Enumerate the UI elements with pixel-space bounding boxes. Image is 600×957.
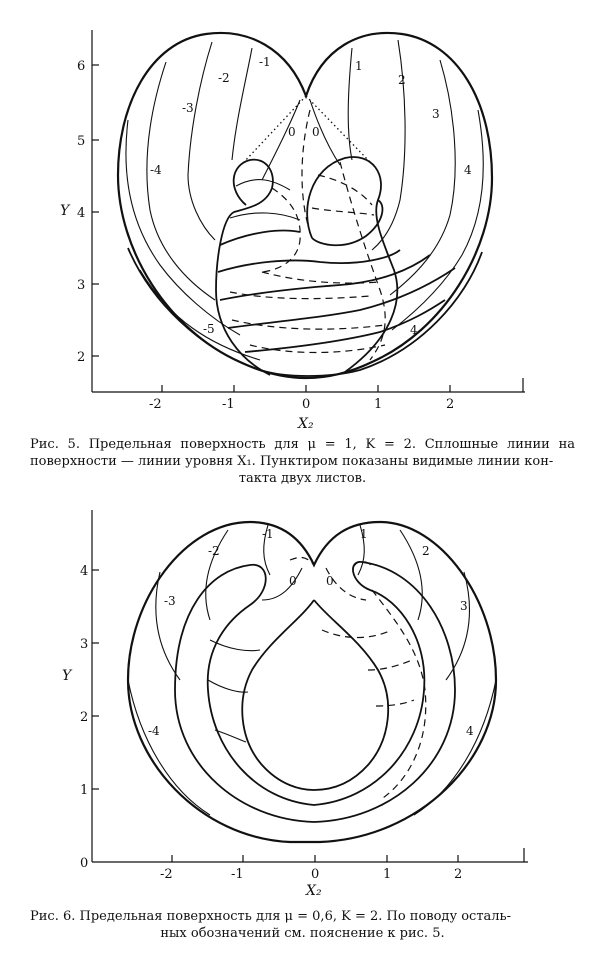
fig5-lower-contact-curve — [128, 248, 482, 376]
fig5-level-band-1 — [220, 231, 300, 245]
fig6-center-drop — [242, 600, 388, 790]
fig6-y-axis-title: Y — [62, 668, 72, 684]
fig6-x-tick-0: 0 — [311, 867, 320, 882]
fig5-caption-line3: такта двух листов. — [238, 471, 367, 486]
fig5-right-lobe — [307, 157, 397, 372]
fig6-label-0-right: 0 — [326, 574, 334, 588]
fig5-left-lobe — [216, 160, 273, 375]
fig6-x-axis-title: X₂ — [306, 883, 322, 899]
fig6-caption-line2: ных обозначений см. пояснение к рис. 5. — [160, 926, 445, 941]
fig6-y-tick-1: 1 — [80, 783, 89, 798]
fig6-dashed-contact-4 — [322, 630, 392, 638]
fig6-label-1: 1 — [360, 527, 368, 541]
fig6-y-tick-4: 4 — [80, 564, 89, 579]
fig6-level-cross-2 — [208, 680, 248, 692]
fig5-label-4b: 4 — [410, 323, 418, 337]
fig6-level-neg4 — [128, 680, 210, 815]
figure-6-caption — [30, 908, 575, 942]
fig6-label-neg3: -3 — [164, 594, 176, 608]
figure-5-caption — [30, 436, 575, 487]
fig6-inner-ring — [175, 565, 424, 805]
fig6-caption-line1: Рис. 6. Предельная поверхность для μ = 0,6, K = 2. По поводу осталь- — [30, 909, 511, 924]
fig5-label-4: 4 — [464, 163, 472, 177]
fig5-dashed-contact-4 — [312, 208, 374, 215]
fig6-label-4: 4 — [466, 724, 474, 738]
fig5-label-0-right: 0 — [312, 125, 320, 139]
fig5-caption-line2: поверхности — линии уровня X₁. Пунктиром показаны видимые линии кон- — [30, 454, 554, 469]
fig5-x-axis-title: X₂ — [298, 416, 314, 432]
fig5-level-neg3 — [147, 62, 215, 300]
fig5-label-3: 3 — [432, 107, 440, 121]
fig6-label-0-left: 0 — [289, 574, 297, 588]
fig6-label-3: 3 — [460, 599, 468, 613]
fig6-level-2 — [400, 530, 422, 620]
figure-5 — [60, 30, 525, 432]
fig6-label-neg2: -2 — [208, 544, 220, 558]
fig5-level-1 — [348, 48, 352, 160]
fig5-x-tick-neg2: -2 — [149, 397, 162, 412]
fig5-level-upper-left — [236, 180, 290, 190]
fig5-level-neg4 — [126, 120, 240, 335]
fig5-level-4 — [392, 110, 483, 330]
fig5-outer-boundary — [118, 33, 492, 378]
fig5-label-2: 2 — [398, 73, 406, 87]
fig5-x-tick-1: 1 — [374, 397, 383, 412]
fig5-label-neg1: -1 — [259, 55, 271, 69]
fig5-y-ticks — [92, 65, 99, 356]
fig5-y-tick-4: 4 — [77, 206, 86, 221]
fig6-level-3 — [446, 572, 470, 680]
fig5-dotted-line-left — [244, 96, 306, 162]
fig5-level-neg2 — [188, 42, 215, 240]
fig5-level-zero-left — [262, 100, 300, 180]
fig5-y-tick-6: 6 — [77, 59, 86, 74]
fig5-label-1: 1 — [355, 59, 363, 73]
fig5-label-neg2: -2 — [218, 71, 230, 85]
fig5-y-tick-5: 5 — [77, 134, 86, 149]
fig5-label-neg4: -4 — [150, 163, 162, 177]
fig5-x-tick-2: 2 — [446, 397, 455, 412]
fig6-x-tick-neg2: -2 — [160, 867, 173, 882]
fig5-label-0-left: 0 — [288, 125, 296, 139]
fig6-label-neg1: -1 — [262, 527, 274, 541]
fig5-y-tick-3: 3 — [77, 278, 86, 293]
fig6-x-ticks — [172, 855, 458, 862]
fig5-caption-line1: Рис. 5. Предельная поверхность для μ = 1, K = 2. Сплошные линии на — [30, 437, 575, 452]
fig5-level-neg1 — [232, 48, 252, 160]
fig6-y-tick-0: 0 — [80, 856, 89, 871]
fig6-x-tick-2: 2 — [454, 867, 463, 882]
fig5-right-lobe-inner — [312, 200, 382, 245]
figure-6 — [62, 510, 528, 899]
fig5-level-neg5 — [140, 270, 260, 360]
fig5-x-tick-0: 0 — [302, 397, 311, 412]
fig5-label-neg5: -5 — [203, 322, 215, 336]
fig5-x-ticks — [162, 385, 450, 392]
fig5-dashed-contact-2 — [302, 110, 312, 238]
fig6-y-tick-2: 2 — [80, 710, 89, 725]
fig6-label-2: 2 — [422, 544, 430, 558]
fig6-outer-boundary — [128, 522, 496, 842]
fig6-x-tick-1: 1 — [383, 867, 392, 882]
fig5-label-neg3: -3 — [182, 101, 194, 115]
fig5-level-upper-left-2 — [230, 213, 300, 220]
fig6-dashed-contact-6 — [376, 700, 414, 706]
fig6-label-neg4: -4 — [148, 724, 160, 738]
fig6-y-tick-3: 3 — [80, 637, 89, 652]
fig5-x-tick-neg1: -1 — [222, 397, 235, 412]
fig5-y-axis-title: Y — [60, 203, 70, 219]
fig6-dashed-contact-7 — [372, 590, 426, 800]
fig6-y-ticks — [92, 570, 99, 789]
fig6-x-tick-neg1: -1 — [231, 867, 244, 882]
fig5-y-tick-2: 2 — [77, 350, 86, 365]
